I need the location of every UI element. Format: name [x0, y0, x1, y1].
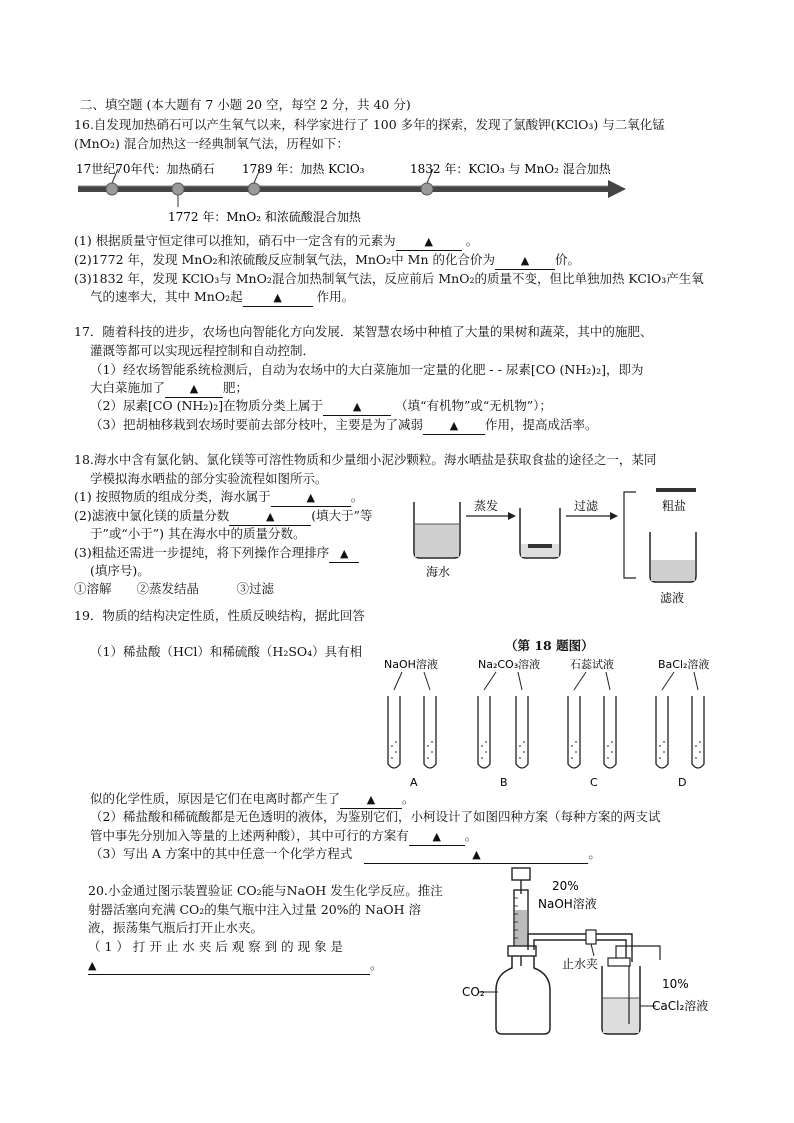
q18-1: (1) 按照物质的组成分类，海水属于 ▲ 。 — [74, 489, 363, 507]
naoh-percent: 20% — [552, 879, 579, 893]
q19-1-line2: 似的化学性质，原因是它们在电离时都产生了 ▲ 。 — [90, 791, 415, 809]
timeline-event-2: 1789 年：加热 KClO₃ — [242, 162, 365, 176]
q19-1-line1: （1）稀盐酸（HCl）和稀硫酸（H₂SO₄）具有相 — [90, 644, 363, 659]
reagent-label-c: 石蕊试液 — [570, 658, 614, 671]
evaporate-label: 蒸发 — [474, 499, 499, 513]
timeline-event-1: 17世纪70年代：加热硝石 — [76, 162, 215, 176]
timeline-dot-4 — [421, 183, 433, 195]
crude-salt-pile — [656, 488, 696, 492]
q20-intro-2: 射器活塞向充满 CO₂的集气瓶中注入过量 20%的 NaOH 溶 — [88, 902, 422, 917]
q18-3-line2: (填序号)。 — [90, 563, 150, 578]
q18-3-line1: (3)粗盐还需进一步提纯，将下列操作合理排序 ▲ — [74, 545, 359, 563]
seawater-label: 海水 — [426, 565, 451, 579]
q16-2: (2)1772 年，发现 MnO₂和浓硫酸反应制氧气法，MnO₂中 Mn 的化合价为 ▲ 价。 — [74, 252, 580, 270]
q19-test-tubes-figure — [380, 656, 720, 792]
crude-salt-label: 粗盐 — [662, 499, 687, 513]
q17-1-blank[interactable]: ▲ — [165, 380, 223, 398]
cacl2-liquid — [603, 998, 639, 1033]
q19-3: （3）写出 A 方案中的其中任意一个化学方程式 ▲ 。 — [90, 846, 601, 864]
scheme-label-a: A — [410, 776, 418, 789]
syringe-plunger-top — [512, 868, 530, 880]
q18-2-line1: (2)滤液中氯化镁的质量分数 ▲ (填大于”等 — [74, 508, 373, 526]
q16-1-text: (1) 根据质量守恒定律可以推知，硝石中一定含有的元素为 — [74, 233, 396, 248]
q18-2-line2: 于”或“小于”) 其在海水中的质量分数。 — [90, 526, 306, 541]
q16-intro-1: 16.自发现加热硝石可以产生氧气以来，科学家进行了 100 多年的探索，发现了氯酸钾(KClO₃) 与二氧化锰 — [74, 117, 665, 132]
q16-timeline-figure — [74, 155, 634, 227]
tube-d1 — [656, 696, 668, 768]
section-title: 二、填空题 (本大题有 7 小题 20 空，每空 2 分，共 40 分) — [80, 97, 411, 112]
q18-intro-1: 18.海水中含有氯化钠、氯化镁等可溶性物质和少量细小泥沙颗粒。海水晒盐是获取食盐的途径之一，某同 — [74, 452, 657, 467]
timeline-dot-1 — [106, 183, 118, 195]
q19-1-blank[interactable]: ▲ — [340, 791, 402, 809]
q16-3-blank[interactable]: ▲ — [243, 289, 313, 307]
timeline-event-4: 1772 年：MnO₂ 和浓硫酸混合加热 — [168, 210, 361, 224]
q17-1-line1: （1）经农场智能系统检测后，自动为农场中的大白菜施加一定量的化肥 - - 尿素[CO (NH₂)₂]，即为 — [90, 362, 644, 377]
q18-1-blank[interactable]: ▲ — [271, 489, 351, 507]
q18-intro-2: 学模拟海水晒盐的部分实验流程如图所示。 — [90, 471, 328, 486]
timeline-dot-3 — [248, 183, 260, 195]
q20-1-line2: ▲ 。 — [88, 957, 383, 975]
q17-2-blank[interactable]: ▲ — [323, 398, 391, 416]
q18-2-blank[interactable]: ▲ — [229, 508, 311, 526]
q19-2-blank[interactable]: ▲ — [409, 828, 465, 846]
q19-2-line1: （2）稀盐酸和稀硫酸都是无色透明的液体，为鉴别它们，小柯设计了如图四种方案（每种方案的两支试 — [90, 809, 661, 824]
q16-1: (1) 根据质量守恒定律可以推知，硝石中一定含有的元素为 ▲ 。 — [74, 233, 478, 251]
cacl2-percent: 10% — [662, 977, 689, 991]
q20-intro-3: 液，振荡集气瓶后打开止水夹。 — [88, 920, 264, 935]
cacl2-label: CaCl₂溶液 — [652, 999, 709, 1013]
q17-3-blank[interactable]: ▲ — [423, 417, 485, 435]
q16-2-text: (2)1772 年，发现 MnO₂和浓硫酸反应制氧气法，MnO₂中 Mn 的化合价为 — [74, 252, 495, 267]
filter-label: 过滤 — [574, 499, 599, 513]
q20-apparatus-figure — [456, 864, 726, 1040]
q20-1-line1: （ 1 ） 打 开 止 水 夹 后 观 察 到 的 现 象 是 — [88, 939, 344, 954]
scheme-label-c: C — [590, 776, 598, 789]
tube-liquid-dots — [391, 741, 701, 759]
co2-bottle — [496, 956, 550, 1034]
q19-2-line2: 管中事先分别加入等量的上述两种酸），其中可行的方案有 ▲ 。 — [90, 828, 477, 846]
q16-1-blank[interactable]: ▲ — [396, 233, 462, 251]
timeline-event-3: 1832 年：KClO₃ 与 MnO₂ 混合加热 — [410, 162, 611, 176]
bottle-stopper — [508, 946, 536, 956]
scheme-label-d: D — [678, 776, 687, 789]
reagent-label-b: Na₂CO₃溶液 — [478, 658, 541, 671]
tube-d2 — [692, 696, 704, 768]
salt-crystals — [528, 544, 552, 548]
q18-3-blank[interactable]: ▲ — [329, 545, 359, 563]
reagent-label-a: NaOH溶液 — [384, 658, 438, 671]
filtrate-liquid — [651, 560, 695, 581]
timeline-dot-2 — [172, 183, 184, 195]
tube-b1 — [478, 696, 490, 768]
filtrate-label: 滤液 — [660, 591, 685, 605]
q19-intro: 19．物质的结构决定性质，性质反映结构，据此回答 — [74, 608, 365, 623]
q16-intro-2: (MnO₂) 混合加热这一经典制氧气法，历程如下： — [74, 136, 349, 151]
q17-3: （3）把胡柚移栽到农场时要前去部分枝叶，主要是为了减弱 ▲ 作用，提高成活率。 — [90, 417, 597, 435]
tube-a2 — [424, 696, 436, 768]
naoh-label: NaOH溶液 — [538, 897, 597, 911]
q17-1-line2: 大白菜施加了 ▲ 肥； — [90, 380, 248, 398]
q20-1-blank[interactable]: ▲ — [88, 957, 370, 975]
q16-2-blank[interactable]: ▲ — [495, 252, 555, 270]
tube-c1 — [568, 696, 580, 768]
q18-options: ①溶解 ②蒸发结晶 ③过滤 — [74, 581, 275, 596]
clamp-label: 止水夹 — [562, 957, 599, 971]
tube-b2 — [516, 696, 528, 768]
q17-2: （2）尿素[CO (NH₂)₂]在物质分类上属于 ▲ （填“有机物”或“无机物”）； — [90, 398, 552, 416]
q19-3-blank[interactable]: ▲ — [364, 846, 588, 864]
seawater-liquid — [415, 524, 459, 557]
reagent-label-d: BaCl₂溶液 — [658, 658, 710, 671]
tube-c2 — [604, 696, 616, 768]
q18-evaporation-figure — [404, 478, 714, 610]
q17-intro-2: 灌溉等都可以实现远程控制和自动控制． — [90, 343, 316, 358]
scheme-label-b: B — [500, 776, 508, 789]
q17-intro-1: 17．随着科技的进步，农场也向智能化方向发展．某智慧农场中种植了大量的果树和蔬菜，其中的施肥、 — [74, 324, 653, 339]
tube-a1 — [388, 696, 400, 768]
timeline-arrowhead — [608, 180, 626, 198]
clamp-icon — [586, 930, 596, 944]
q19-figure-caption: （第 18 题图） — [505, 638, 594, 653]
q16-3-line2: 气的速率大，其中 MnO₂起 ▲ 作用。 — [90, 289, 354, 307]
q20-intro-1: 20.小金通过图示装置验证 CO₂能与NaOH 发生化学反应。推注 — [88, 883, 443, 898]
q16-3-line1: (3)1832 年，发现 KClO₃与 MnO₂混合加热制氧气法，反应前后 MnO₂的质量不变，但比单独加热 KClO₃产生氧 — [74, 271, 704, 286]
co2-label: CO₂ — [462, 985, 485, 999]
